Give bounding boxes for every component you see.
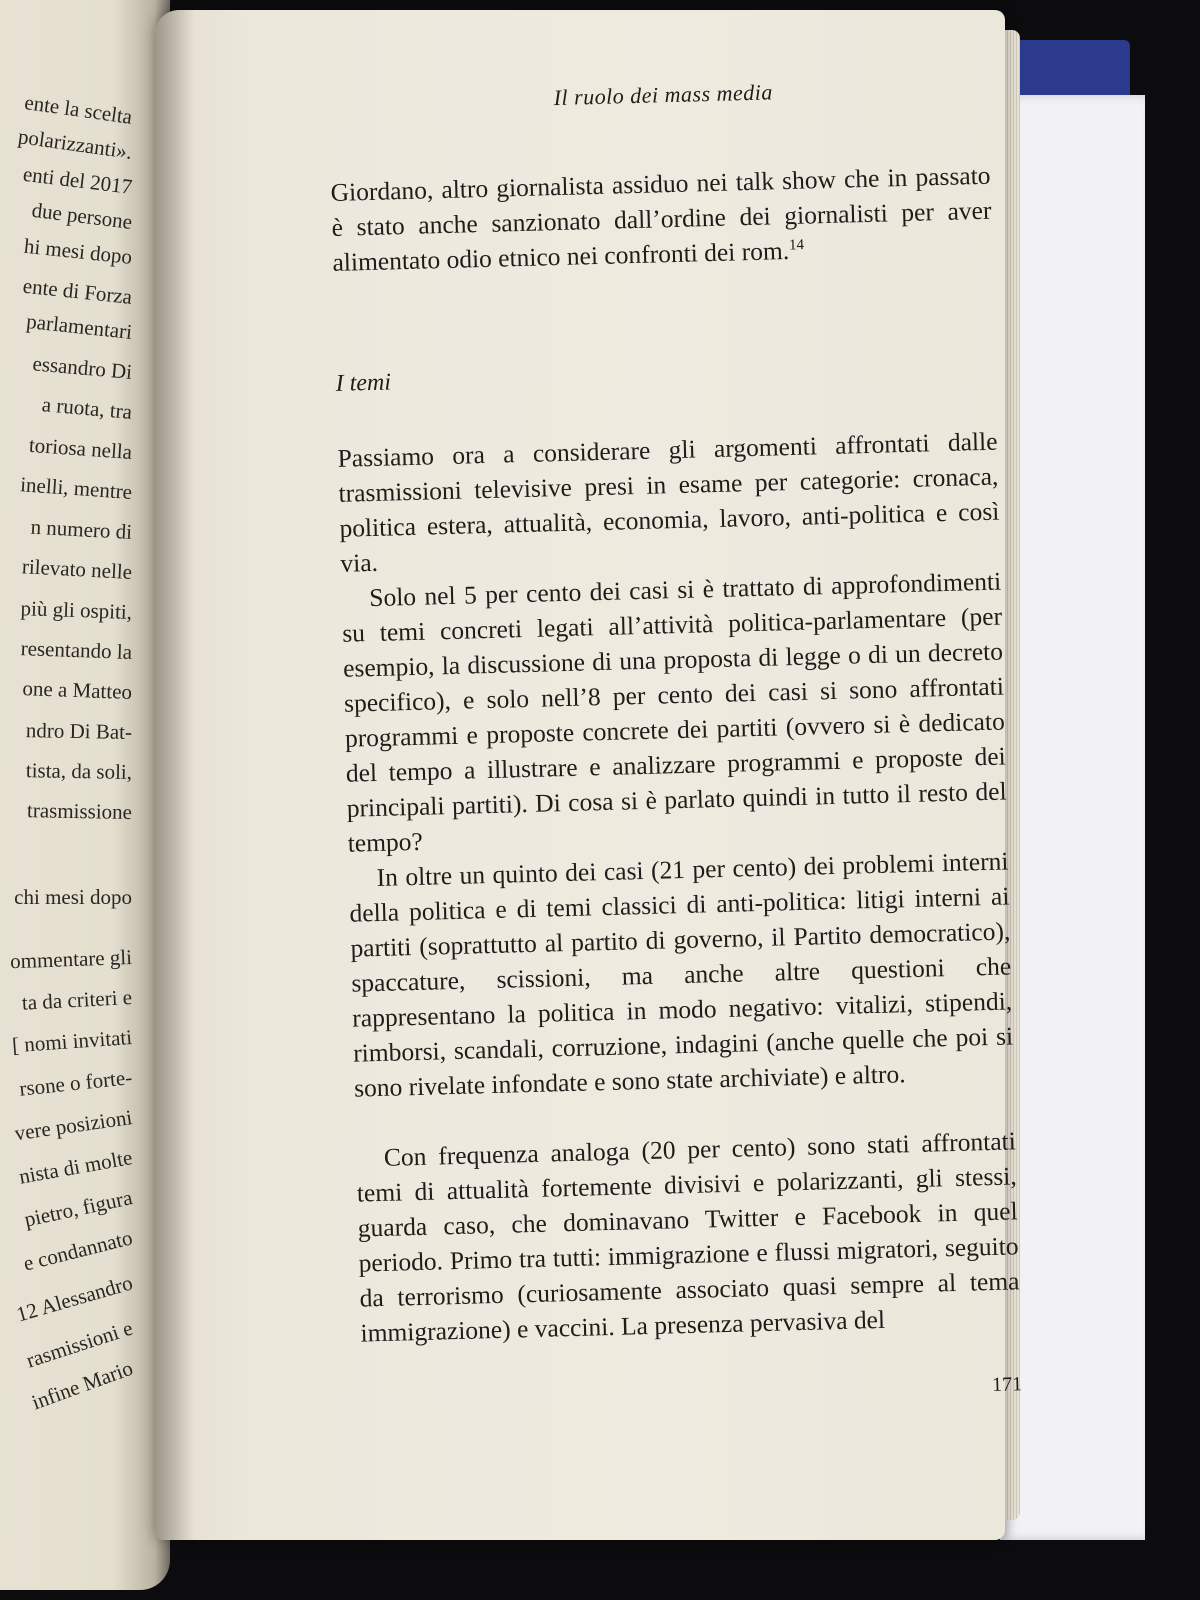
- left-page-text: [0, 0, 140, 1590]
- left-page-line: 12 Alessandro: [13, 1270, 136, 1327]
- left-page-line: vere posizioni: [13, 1105, 134, 1146]
- left-page-line: one a Matteo: [22, 676, 133, 704]
- left-page-line: ndro Di Bat-: [25, 718, 133, 744]
- left-page-line: toriosa nella: [28, 432, 133, 464]
- footnote-reference: 14: [788, 237, 805, 254]
- paragraph-2: Solo nel 5 per cento dei casi si è trattato di approfondimenti su temi concreti legati all’attività politica-parlamentare (per esempio, la discussione di una proposta di legge o di un decreto specifico), e solo nell’8 per cento dei casi si sono affrontati programmi e proposte concrete dei partiti (ovvero si è dedicato del tempo a illustrare e analizzare programmi e proposte dei principali partiti). Di cosa si è parlato quindi in tutto il resto del tempo?: [341, 566, 1007, 858]
- left-page-line: parlamentari: [25, 308, 134, 344]
- left-page-line: ente di Forza: [21, 273, 134, 309]
- left-page-line: hi mesi dopo: [22, 233, 134, 269]
- left-page-line: [ nomi invitati: [11, 1025, 133, 1058]
- left-page-line: tista, da soli,: [25, 758, 133, 784]
- left-page-line: a ruota, tra: [40, 392, 134, 424]
- left-page-line: infine Mario: [28, 1355, 136, 1415]
- left-page-line: inelli, mentre: [19, 472, 133, 504]
- left-page-line: più gli ospiti,: [20, 596, 133, 624]
- left-page-line: ta da criteri e: [21, 985, 133, 1015]
- left-page-line: polarizzanti».: [16, 124, 134, 164]
- left-page-line: chi mesi dopo: [14, 885, 132, 909]
- left-page-line: e condannato: [20, 1225, 135, 1276]
- page-content: [328, 61, 1033, 1408]
- left-page-line: nista di molte: [17, 1145, 134, 1189]
- paragraph-3: In oltre un quinto dei casi (21 per cento) dei problemi interni della politica e di temi classici di anti-politica: litigi interni ai partiti (soprattutto al partito di governo, il Partito democratico), spaccature, scissioni, ma anche altre questioni che rappresentano la politica in modo negativo: vitalizi, stipendi, rimborsi, scandali, corruzione, indagini (anche quelle che poi si sono rivelate infondate e sono state archiviate) e altro.: [349, 846, 1014, 1103]
- left-page-line: enti del 2017: [21, 161, 134, 199]
- left-page-line: resentando la: [20, 636, 133, 664]
- section-title: I temi: [335, 369, 392, 397]
- left-page-line: rasmissioni e: [23, 1315, 136, 1373]
- left-page-line: essandro Di: [31, 351, 134, 384]
- paragraph-1: Passiamo ora a considerare gli argomenti affrontati dalle trasmissioni televisive presi in esame per categorie: cronaca, politica estera, attualità, economia, lavoro, anti-politica e così via.: [337, 426, 1000, 578]
- left-page-line: pietro, figura: [22, 1185, 135, 1232]
- right-page: [155, 10, 1023, 1540]
- left-page-line: n numero di: [30, 514, 133, 544]
- left-page-line: rsone o forte-: [18, 1065, 134, 1101]
- left-page-line: rilevato nelle: [21, 554, 133, 584]
- paragraph-4: Con frequenza analoga (20 per cento) sono stati affrontati temi di attualità fortemente divisivi e polarizzanti, gli stessi, guarda caso, che dominavano Twitter e Facebook in quel periodo. Primo tra tutti: immigrazione e flussi migratori, seguito da terrorismo (curiosamente associato quasi sempre al tema immigrazione) e vaccini. La presenza pervasiva del: [356, 1126, 1020, 1348]
- left-page-line: ommentare gli: [9, 945, 133, 974]
- left-page-line: ente la scelta: [23, 90, 134, 129]
- left-page-line: trasmissione: [26, 798, 133, 824]
- running-head: Il ruolo dei mass media: [553, 79, 774, 111]
- left-page-line: due persone: [30, 197, 134, 234]
- page-number: 171: [991, 1373, 1023, 1397]
- opening-paragraph-text: Giordano, altro giornalista assiduo nei talk show che in passato è stato anche sanzionato dall’ordine dei giornalisti per aver alimentato odio etnico nei confronti dei rom.: [330, 160, 992, 277]
- opening-paragraph: [330, 158, 993, 280]
- left-page: [0, 0, 170, 1590]
